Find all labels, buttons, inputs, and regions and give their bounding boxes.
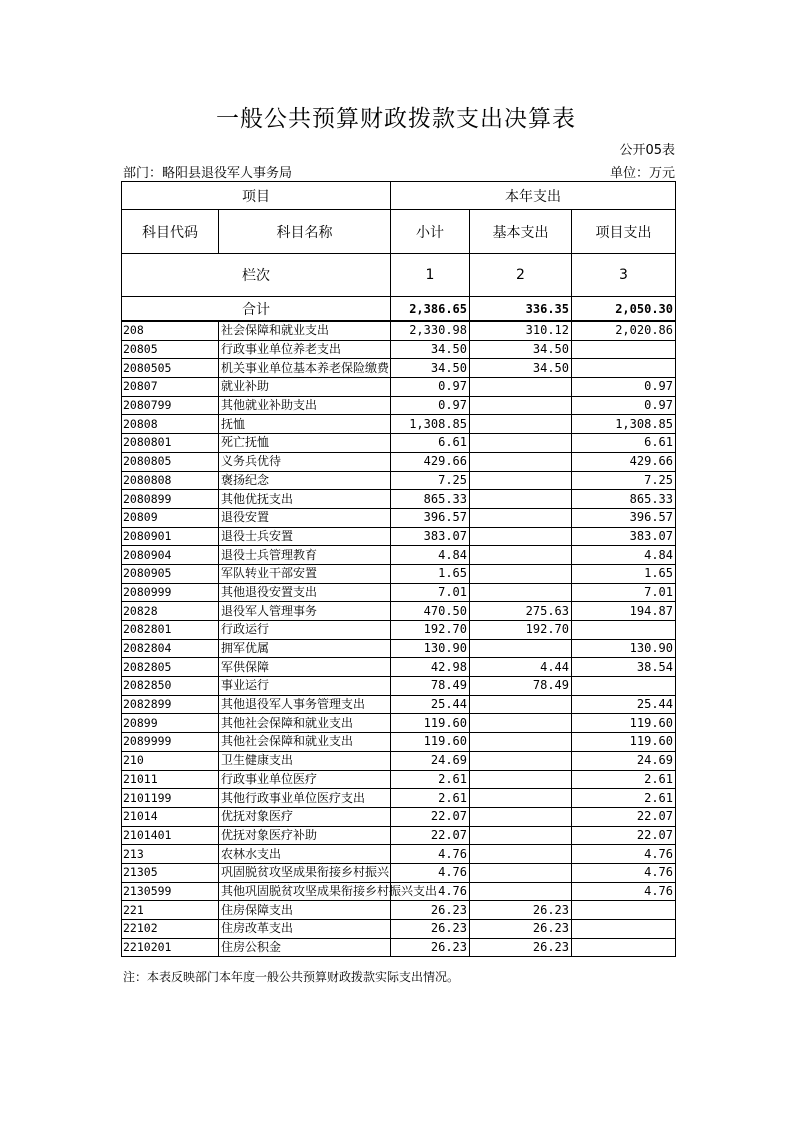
row-basic [470,546,572,565]
row-basic [470,845,572,864]
row-project: 4.76 [572,882,676,901]
row-name: 住房保障支出 [219,901,391,920]
row-project [572,920,676,939]
row-name: 军供保障 [219,658,391,677]
table-row [122,527,676,546]
row-basic: 4.44 [470,658,572,677]
table-row [122,546,676,565]
row-name: 事业运行 [219,677,391,696]
row-name: 退役军人管理事务 [219,602,391,621]
row-project: 0.97 [572,378,676,397]
table-row [122,359,676,378]
row-basic [470,789,572,808]
row-basic [470,564,572,583]
header-row-1 [122,182,676,210]
header-name: 科目名称 [219,210,391,254]
row-name: 卫生健康支出 [219,751,391,770]
header-row-2 [122,210,676,254]
header-col3: 3 [572,254,676,297]
row-subtotal: 0.97 [391,396,470,415]
table-row [122,789,676,808]
table-row [122,677,676,696]
row-subtotal: 119.60 [391,733,470,752]
row-code: 2080901 [122,527,219,546]
page-title: 一般公共预算财政拨款支出决算表 [216,106,576,132]
row-code: 2101401 [122,826,219,845]
table-row [122,378,676,397]
row-name: 住房改革支出 [219,920,391,939]
row-code: 2089999 [122,733,219,752]
row-name: 死亡抚恤 [219,434,391,453]
form-number: 公开05表 [619,143,675,158]
row-name: 社会保障和就业支出 [219,321,391,340]
row-subtotal: 26.23 [391,920,470,939]
row-code: 21305 [122,863,219,882]
row-subtotal: 119.60 [391,714,470,733]
row-basic: 275.63 [470,602,572,621]
row-name: 义务兵优待 [219,452,391,471]
row-name: 军队转业干部安置 [219,564,391,583]
table-row [122,938,676,957]
row-code: 2082801 [122,621,219,640]
row-name: 退役安置 [219,508,391,527]
row-project: 130.90 [572,639,676,658]
row-name: 其他就业补助支出 [219,396,391,415]
row-subtotal: 130.90 [391,639,470,658]
row-subtotal: 865.33 [391,490,470,509]
row-subtotal: 1,308.85 [391,415,470,434]
row-name: 其他巩固脱贫攻坚成果衔接乡村振兴支出 [219,882,391,901]
row-name: 抚恤 [219,415,391,434]
row-name: 优抚对象医疗 [219,807,391,826]
header-code: 科目代码 [122,210,219,254]
row-subtotal: 192.70 [391,621,470,640]
row-subtotal: 396.57 [391,508,470,527]
row-project: 119.60 [572,714,676,733]
header-project-exp: 项目支出 [572,210,676,254]
row-basic: 34.50 [470,359,572,378]
row-basic [470,490,572,509]
department-label: 部门：略阳县退役军人事务局 [123,166,293,181]
row-subtotal: 22.07 [391,807,470,826]
row-basic [470,508,572,527]
row-subtotal: 34.50 [391,359,470,378]
row-project: 4.84 [572,546,676,565]
row-project: 25.44 [572,695,676,714]
row-project: 7.25 [572,471,676,490]
table-row [122,882,676,901]
table-row [122,770,676,789]
table-row [122,807,676,826]
row-basic: 192.70 [470,621,572,640]
row-basic [470,733,572,752]
row-subtotal: 2.61 [391,770,470,789]
table-row [122,920,676,939]
row-code: 20807 [122,378,219,397]
row-subtotal: 42.98 [391,658,470,677]
unit-label: 单位：万元 [609,166,675,181]
row-subtotal: 2,330.98 [391,321,470,340]
header-col1: 1 [391,254,470,297]
header-col2: 2 [470,254,572,297]
row-name: 其他优抚支出 [219,490,391,509]
total-row [122,297,676,322]
row-subtotal: 2.61 [391,789,470,808]
table-row [122,658,676,677]
row-code: 20809 [122,508,219,527]
row-project: 0.97 [572,396,676,415]
table-row [122,583,676,602]
row-name: 巩固脱贫攻坚成果衔接乡村振兴 [219,863,391,882]
row-subtotal: 7.01 [391,583,470,602]
row-name: 退役士兵安置 [219,527,391,546]
row-project: 2,020.86 [572,321,676,340]
row-basic [470,415,572,434]
row-code: 20828 [122,602,219,621]
row-basic [470,434,572,453]
row-code: 2082805 [122,658,219,677]
row-name: 农林水支出 [219,845,391,864]
row-project: 38.54 [572,658,676,677]
row-subtotal: 429.66 [391,452,470,471]
row-code: 2130599 [122,882,219,901]
total-basic: 336.35 [470,297,572,322]
row-basic [470,527,572,546]
total-project: 2,050.30 [572,297,676,322]
row-code: 2080799 [122,396,219,415]
row-name: 机关事业单位基本养老保险缴费 [219,359,391,378]
row-subtotal: 4.84 [391,546,470,565]
row-code: 20805 [122,340,219,359]
table-row [122,321,676,340]
row-basic [470,863,572,882]
row-project: 4.76 [572,845,676,864]
row-code: 2080904 [122,546,219,565]
row-project [572,340,676,359]
row-name: 行政运行 [219,621,391,640]
row-project [572,621,676,640]
row-name: 其他社会保障和就业支出 [219,733,391,752]
table-row [122,845,676,864]
row-name: 其他社会保障和就业支出 [219,714,391,733]
row-basic: 310.12 [470,321,572,340]
row-code: 208 [122,321,219,340]
row-subtotal: 1.65 [391,564,470,583]
row-subtotal: 7.25 [391,471,470,490]
table-row [122,490,676,509]
row-subtotal: 6.61 [391,434,470,453]
row-project [572,677,676,696]
row-basic [470,751,572,770]
row-code: 2082850 [122,677,219,696]
row-project: 194.87 [572,602,676,621]
total-label: 合计 [122,297,391,322]
header-basic: 基本支出 [470,210,572,254]
header-subtotal: 小计 [391,210,470,254]
table-row [122,602,676,621]
row-project: 24.69 [572,751,676,770]
row-basic: 34.50 [470,340,572,359]
row-basic [470,770,572,789]
row-name: 行政事业单位医疗 [219,770,391,789]
row-subtotal: 4.76 [391,882,470,901]
row-name: 褒扬纪念 [219,471,391,490]
row-name: 优抚对象医疗补助 [219,826,391,845]
row-subtotal: 4.76 [391,863,470,882]
row-subtotal: 25.44 [391,695,470,714]
row-subtotal: 22.07 [391,826,470,845]
table-row [122,695,676,714]
table-row [122,714,676,733]
row-project: 1,308.85 [572,415,676,434]
row-name: 退役士兵管理教育 [219,546,391,565]
row-project: 383.07 [572,527,676,546]
row-code: 21011 [122,770,219,789]
row-basic: 78.49 [470,677,572,696]
row-basic [470,695,572,714]
row-basic [470,714,572,733]
table-row [122,434,676,453]
row-name: 行政事业单位养老支出 [219,340,391,359]
table-row [122,415,676,434]
table-row [122,621,676,640]
row-project [572,938,676,957]
row-project: 6.61 [572,434,676,453]
table-row [122,471,676,490]
row-project: 22.07 [572,807,676,826]
row-project [572,359,676,378]
table-row [122,901,676,920]
row-project: 2.61 [572,789,676,808]
row-project: 396.57 [572,508,676,527]
row-code: 210 [122,751,219,770]
row-name: 其他退役军人事务管理支出 [219,695,391,714]
row-subtotal: 0.97 [391,378,470,397]
header-project: 项目 [122,182,391,210]
row-project: 22.07 [572,826,676,845]
table-row [122,863,676,882]
row-basic [470,639,572,658]
row-code: 2080808 [122,471,219,490]
row-code: 2210201 [122,938,219,957]
row-basic [470,471,572,490]
row-name: 其他行政事业单位医疗支出 [219,789,391,808]
table-row [122,733,676,752]
row-basic: 26.23 [470,938,572,957]
header-column-order: 栏次 [122,254,391,297]
row-basic: 26.23 [470,901,572,920]
table-row [122,396,676,415]
header-row-3 [122,254,676,297]
row-code: 2080801 [122,434,219,453]
row-code: 2080899 [122,490,219,509]
row-code: 2080999 [122,583,219,602]
row-name: 就业补助 [219,378,391,397]
row-code: 20808 [122,415,219,434]
row-subtotal: 78.49 [391,677,470,696]
row-code: 20899 [122,714,219,733]
row-basic [470,378,572,397]
row-code: 21014 [122,807,219,826]
table-row [122,340,676,359]
header-current-year: 本年支出 [391,182,676,210]
row-project: 7.01 [572,583,676,602]
row-code: 2080505 [122,359,219,378]
row-subtotal: 26.23 [391,938,470,957]
row-code: 2101199 [122,789,219,808]
row-basic: 26.23 [470,920,572,939]
row-code: 221 [122,901,219,920]
row-subtotal: 34.50 [391,340,470,359]
row-code: 2080805 [122,452,219,471]
row-name: 其他退役安置支出 [219,583,391,602]
row-basic [470,882,572,901]
table-row [122,639,676,658]
row-code: 22102 [122,920,219,939]
row-project: 119.60 [572,733,676,752]
table-row [122,826,676,845]
row-subtotal: 4.76 [391,845,470,864]
row-basic [470,452,572,471]
row-basic [470,583,572,602]
row-project: 2.61 [572,770,676,789]
row-project: 429.66 [572,452,676,471]
table-row [122,508,676,527]
row-code: 213 [122,845,219,864]
row-project: 1.65 [572,564,676,583]
total-subtotal: 2,386.65 [391,297,470,322]
row-subtotal: 24.69 [391,751,470,770]
row-basic [470,826,572,845]
table-row [122,564,676,583]
row-subtotal: 470.50 [391,602,470,621]
table-row [122,751,676,770]
table-row [122,452,676,471]
row-name: 拥军优属 [219,639,391,658]
row-basic [470,807,572,826]
row-code: 2080905 [122,564,219,583]
row-code: 2082899 [122,695,219,714]
row-project: 4.76 [572,863,676,882]
expenditure-table [121,181,676,957]
row-project: 865.33 [572,490,676,509]
row-basic [470,396,572,415]
row-project [572,901,676,920]
row-subtotal: 383.07 [391,527,470,546]
row-subtotal: 26.23 [391,901,470,920]
footnote: 注：本表反映部门本年度一般公共预算财政拨款实际支出情况。 [123,970,460,984]
row-code: 2082804 [122,639,219,658]
row-name: 住房公积金 [219,938,391,957]
